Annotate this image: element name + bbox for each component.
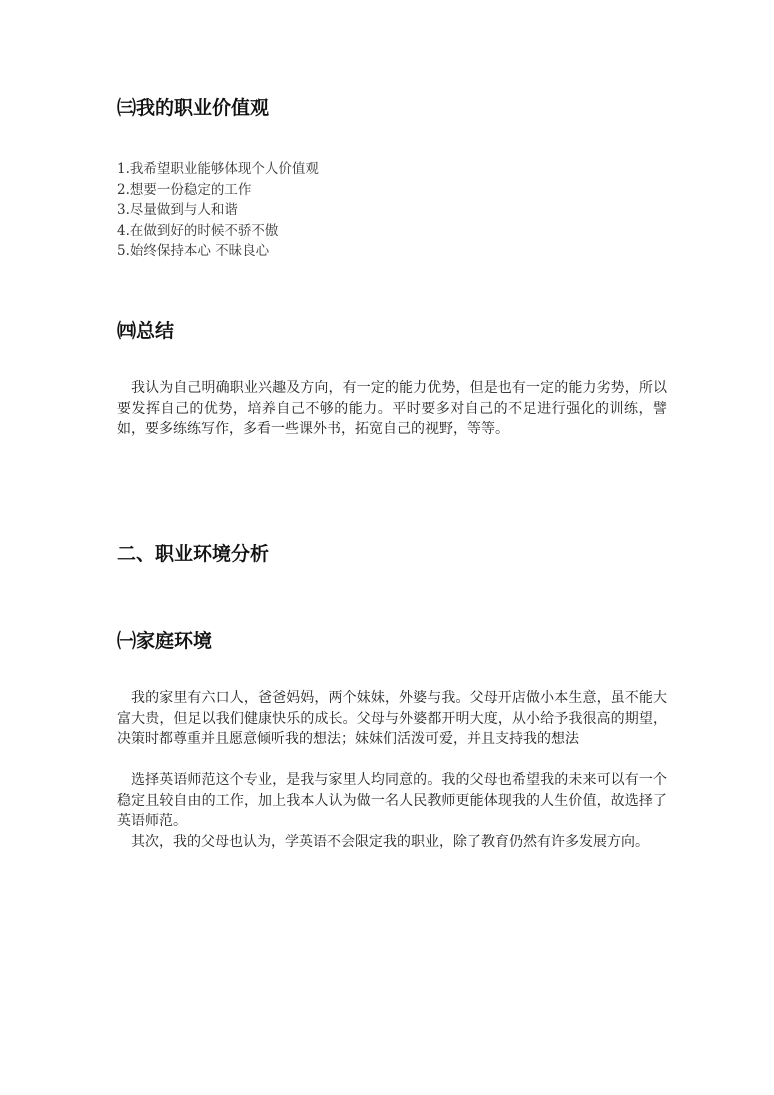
- family-paragraph-3: 其次，我的父母也认为，学英语不会限定我的职业，除了教育仍然有许多发展方向。: [131, 834, 649, 850]
- section-heading-family: ㈠家庭环境: [117, 630, 213, 652]
- list-item: 2.想要一份稳定的工作: [117, 181, 252, 198]
- list-item: 4.在做到好的时候不骄不傲: [117, 222, 279, 239]
- list-item: 5.始终保持本心 不昧良心: [117, 243, 270, 259]
- family-paragraph-2: 选择英语师范这个专业，是我与家里人均同意的。我的父母也希望我的未来可以有一个稳定且较自由的工作，加上我本人认为做一名人民教师更能体现我的人生价值，故选择了英语师范。: [117, 772, 667, 829]
- section-heading-values: ㈢我的职业价值观: [117, 97, 270, 119]
- section-heading-summary: ㈣总结: [117, 320, 175, 342]
- list-item: 3.尽量做到与人和谐: [117, 202, 238, 218]
- values-list: [117, 159, 319, 262]
- list-item: 1.我希望职业能够体现个人价值观: [117, 161, 319, 177]
- summary-paragraph: 我认为自己明确职业兴趣及方向，有一定的能力优势，但是也有一定的能力劣势，所以要发挥自己的优势，培养自己不够的能力。平时要多对自己的不足进行强化的训练，譬如，要多练练写作，多看一些课外书，拓宽自己的视野，等等。: [117, 380, 667, 437]
- chapter-heading-career-environment: 二、职业环境分析: [117, 543, 270, 565]
- family-paragraph-1: 我的家里有六口人，爸爸妈妈，两个妹妹，外婆与我。父母开店做小本生意，虽不能大富大贵，但足以我们健康快乐的成长。父母与外婆都开明大度，从小给予我很高的期望，决策时都尊重并且愿意倾听我的想法；妹妹们活泼可爱，并且支持我的想法: [117, 690, 667, 747]
